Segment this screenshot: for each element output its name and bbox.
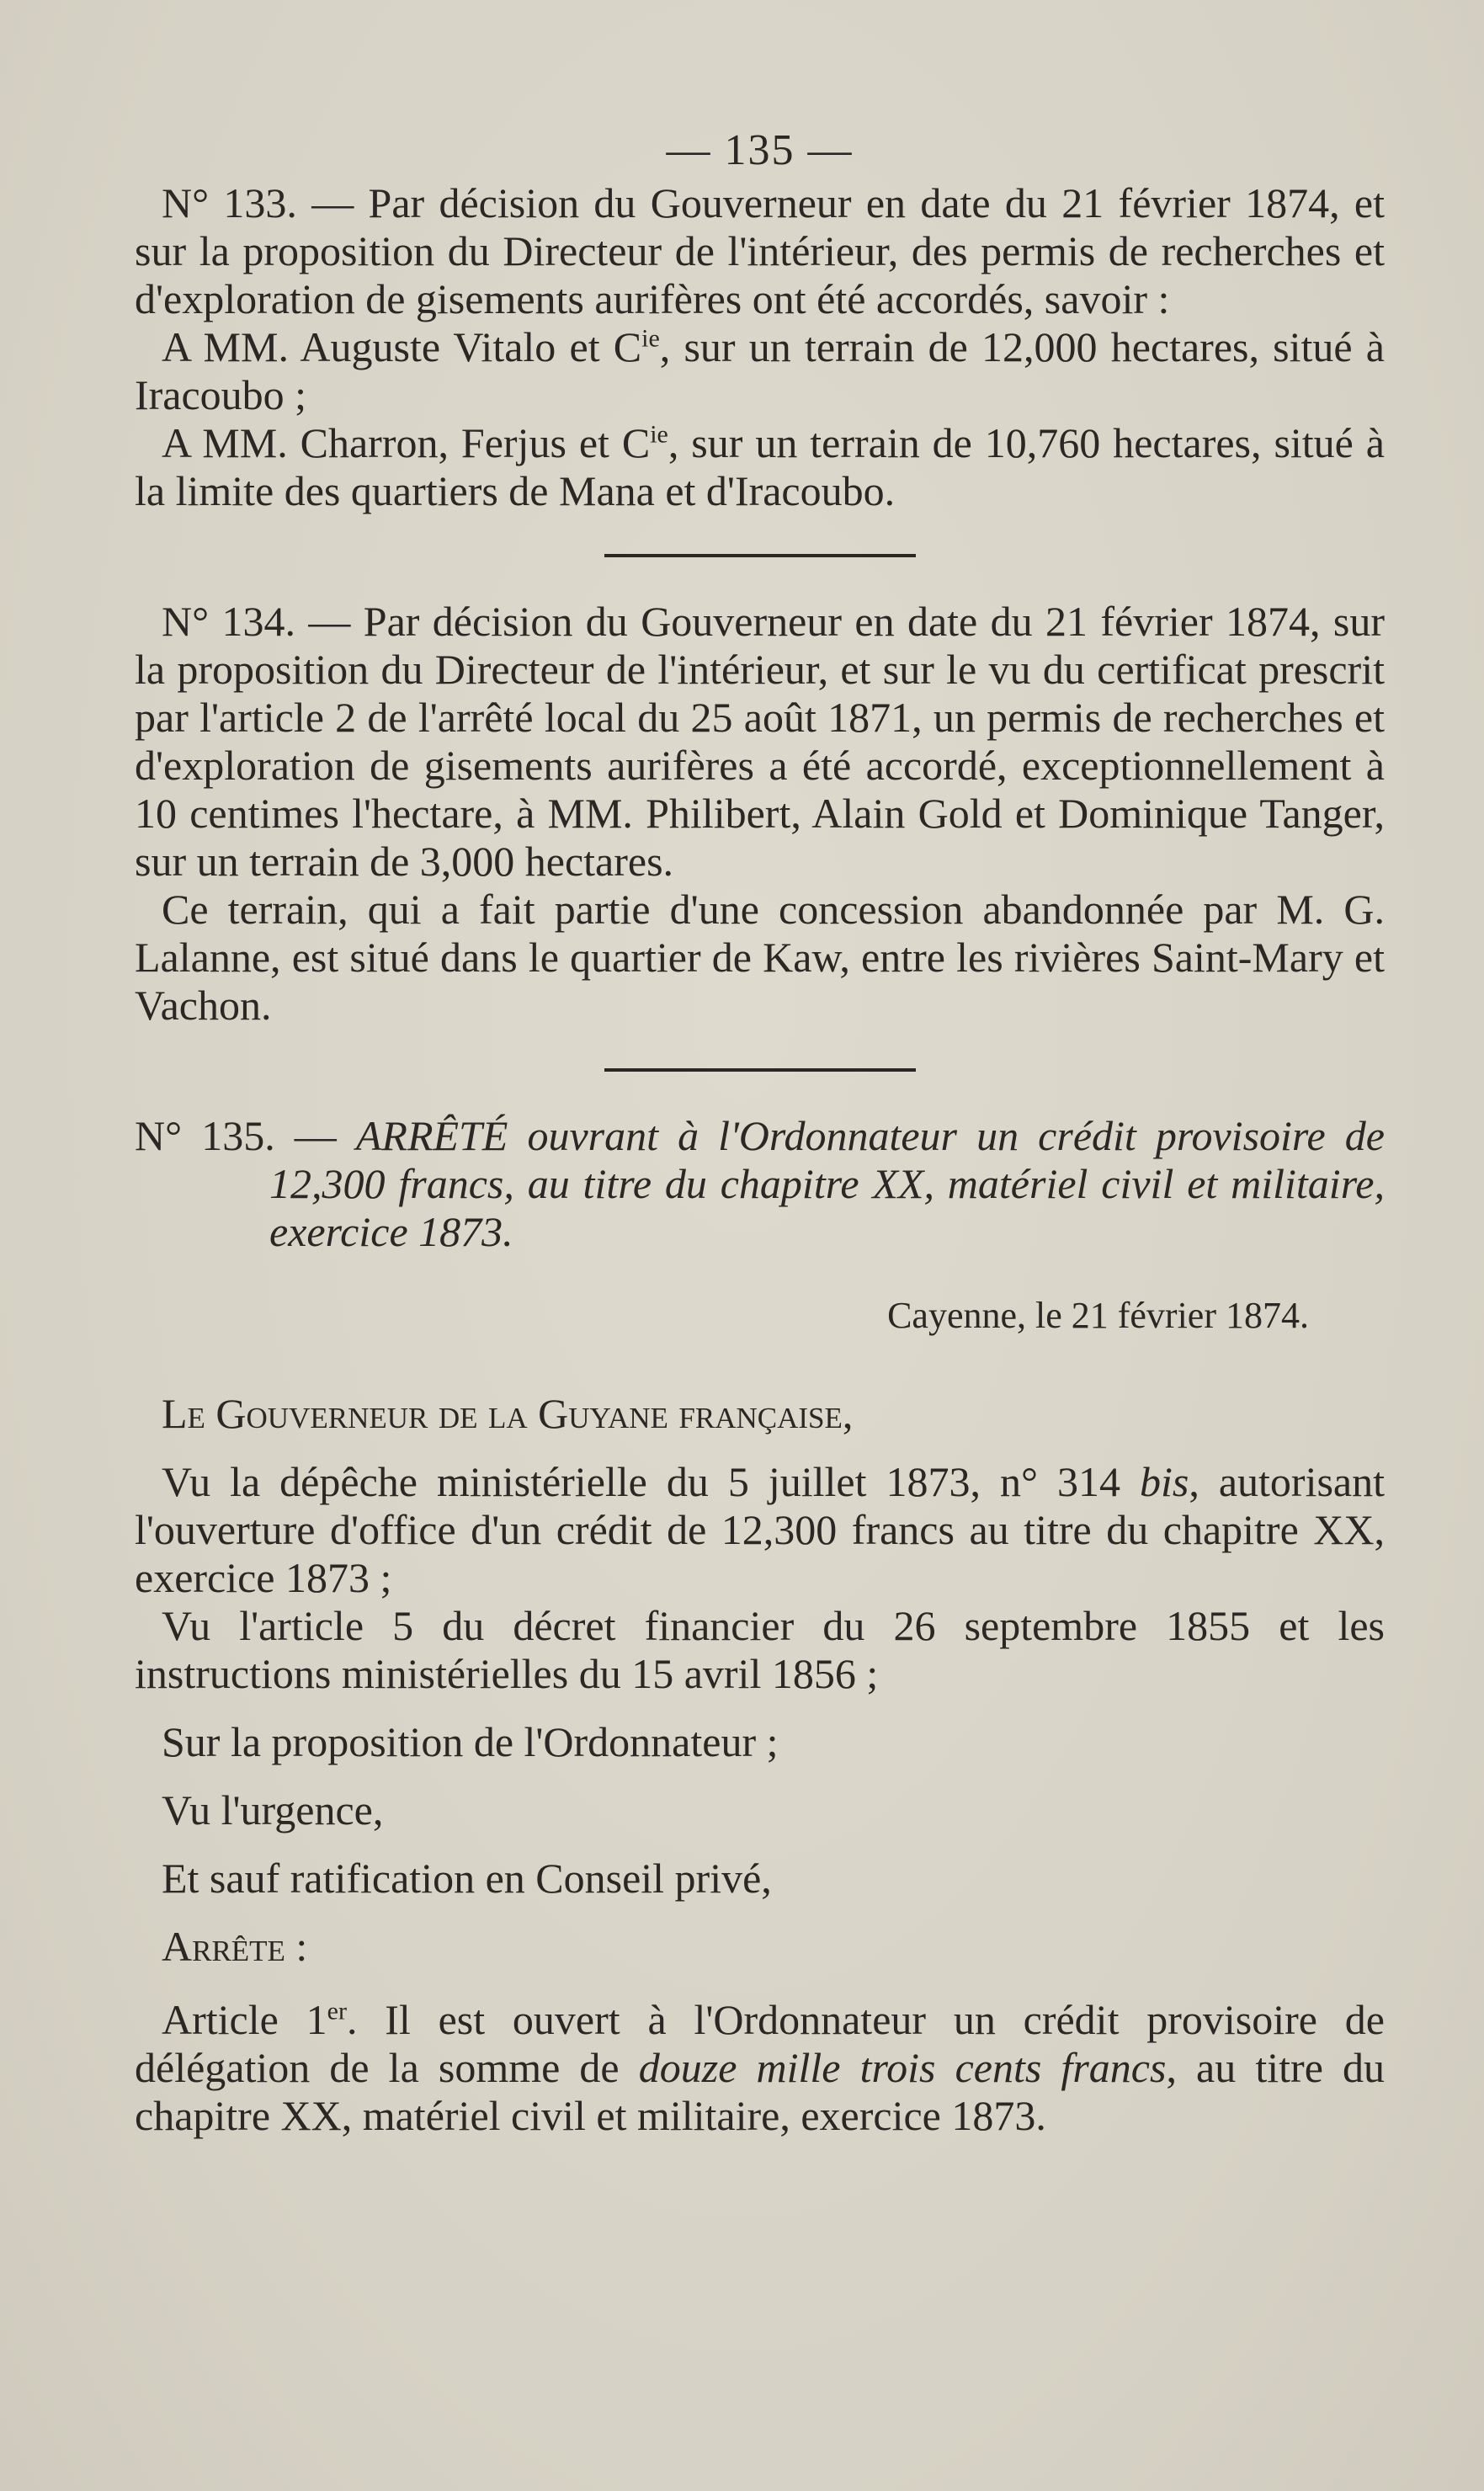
s135-title: ARRÊTÉ ouvrant à l'Ordonnateur un crédit provisoire de 12,300 francs, au titre du chapitre XX, matériel civil et militaire, exercice 1873. <box>269 1112 1385 1255</box>
s133-p2-text-a: A MM. Auguste Vitalo et C <box>162 323 642 370</box>
s133-paragraph-3 <box>135 419 1385 515</box>
s135-vu-1-bis: bis <box>1139 1458 1189 1505</box>
section-divider <box>604 554 916 557</box>
s133-paragraph-2 <box>135 323 1385 419</box>
s135-heading <box>135 1112 1385 1256</box>
s133-p2-sup: ie <box>641 324 660 353</box>
s133-paragraph-1: N° 133. — Par décision du Gouverneur en date du 21 février 1874, et sur la proposition du Directeur de l'intérieur, des permis de recherches et d'exploration de gisements aurifères ont été accordés, savoir : <box>135 179 1385 322</box>
s135-vu-1-text-a: Vu la dépêche ministérielle du 5 juillet 1873, n° 314 <box>162 1458 1140 1505</box>
s135-date: Cayenne, le 21 février 1874. <box>887 1295 1309 1336</box>
s133-p3-sup: ie <box>650 420 668 449</box>
s135-article-1-sup: er <box>327 1997 347 2025</box>
s135-vu-1 <box>135 1458 1385 1602</box>
s135-article-1-amount: douze mille trois cents francs <box>638 2044 1167 2091</box>
s135-vu-1-text-b: , autorisant l'ouverture d'office d'un crédit de 12,300 francs au titre du chapitre XX, exercice 1873 ; <box>135 1458 1386 1601</box>
s135-proposition: Sur la proposition de l'Ordonnateur ; <box>162 1718 779 1765</box>
s135-ratification: Et sauf ratification en Conseil privé, <box>162 1855 772 1902</box>
s134-paragraph-2: Ce terrain, qui a fait partie d'une concession abandonnée par M. G. Lalanne, est situé dans le quartier de Kaw, entre les rivières Saint-Mary et Vachon. <box>135 886 1385 1029</box>
page-number: — 135 — <box>666 126 854 174</box>
s135-urgence: Vu l'urgence, <box>162 1786 384 1834</box>
s135-arrete: Arrête : <box>162 1923 308 1970</box>
s135-article-1-text-a: Article 1 <box>162 1996 327 2043</box>
s135-article-1-text-b: . Il est ouvert à l'Ordonnateur un crédit provisoire de délégation de la somme de <box>135 1996 1385 2091</box>
s135-governor: Le Gouverneur de la Guyane française, <box>162 1390 854 1437</box>
s135-number: N° 135. — <box>135 1112 356 1159</box>
s135-article-1 <box>135 1996 1385 2140</box>
s135-vu-2: Vu l'article 5 du décret financier du 26 septembre 1855 et les instructions ministérielles du 15 avril 1856 ; <box>135 1602 1385 1697</box>
s133-p3-text-a: A MM. Charron, Ferjus et C <box>162 419 651 466</box>
s135-article-1-text-c: , au titre du chapitre XX, matériel civil et militaire, exercice 1873. <box>135 2044 1385 2139</box>
page-content <box>135 126 1385 2140</box>
s134-paragraph-1: N° 134. — Par décision du Gouverneur en date du 21 février 1874, sur la proposition du Directeur de l'intérieur, et sur le vu du certificat prescrit par l'article 2 de l'arrêté local du 25 août 1871, un permis de recherches et d'exploration de gisements aurifères a été accordé, exceptionnellement à 10 centimes l'hectare, à MM. Philibert, Alain Gold et Dominique Tanger, sur un terrain de 3,000 hectares. <box>135 598 1385 885</box>
s133-p2-text-b: , sur un terrain de 12,000 hectares, situé à Iracoubo ; <box>135 323 1385 418</box>
section-divider <box>604 1068 916 1072</box>
s133-p3-text-b: , sur un terrain de 10,760 hectares, situé à la limite des quartiers de Mana et d'Iracoubo. <box>135 419 1386 514</box>
